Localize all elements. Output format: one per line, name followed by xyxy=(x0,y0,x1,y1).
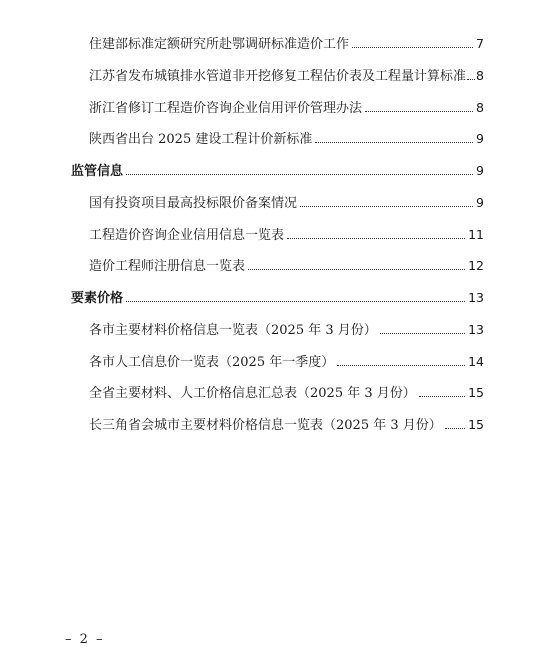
toc-entry-title: 住建部标准定额研究所赴鄂调研标准造价工作 xyxy=(89,37,350,52)
toc-section[interactable] xyxy=(71,289,484,308)
toc-entry-title: 各市人工信息价一览表（2025 年一季度） xyxy=(89,355,335,370)
toc-leader-dots xyxy=(126,289,465,302)
toc-entry-title: 长三角省会城市主要材料价格信息一览表（2025 年 3 月份） xyxy=(89,418,442,433)
toc-entry-page: 15 xyxy=(468,385,484,400)
toc-leader-dots xyxy=(126,162,473,175)
toc-entry-page: 13 xyxy=(468,322,484,337)
toc-entry-page: 15 xyxy=(468,417,484,432)
toc-entry-page: 9 xyxy=(476,131,484,146)
toc-entry[interactable] xyxy=(89,67,484,86)
toc-leader-dots xyxy=(287,226,465,239)
toc-entry[interactable] xyxy=(89,353,484,372)
toc-leader-dots xyxy=(248,257,465,270)
toc-entry-title: 国有投资项目最高投标限价备案情况 xyxy=(89,196,298,211)
toc-entry[interactable] xyxy=(89,416,484,435)
toc-entry-page: 14 xyxy=(468,354,484,369)
toc-section-page: 9 xyxy=(476,163,484,178)
toc-entry[interactable] xyxy=(89,226,484,245)
toc-entry-title: 各市主要材料价格信息一览表（2025 年 3 月份） xyxy=(89,323,377,338)
toc-leader-dots xyxy=(315,130,473,143)
toc-entry-page: 11 xyxy=(468,227,484,242)
toc-entry-title: 工程造价咨询企业信用信息一览表 xyxy=(89,228,285,243)
toc-entry-page: 12 xyxy=(468,258,484,273)
toc-entry-title: 浙江省修订工程造价咨询企业信用评价管理办法 xyxy=(89,101,363,116)
toc-entry[interactable] xyxy=(89,194,484,213)
toc-entry[interactable] xyxy=(89,99,484,118)
toc-entry-title: 造价工程师注册信息一览表 xyxy=(89,259,246,274)
toc-entry[interactable] xyxy=(89,384,484,403)
toc-leader-dots xyxy=(337,353,465,366)
toc-section-title: 监管信息 xyxy=(71,164,124,179)
toc-entry-title: 江苏省发布城镇排水管道非开挖修复工程估价表及工程量计算标准 xyxy=(89,69,467,84)
toc-entry-page: 9 xyxy=(476,195,484,210)
page-number: – 2 – xyxy=(65,632,105,647)
toc-entry[interactable] xyxy=(89,257,484,276)
toc-entry-title: 全省主要材料、人工价格信息汇总表（2025 年 3 月份） xyxy=(89,386,416,401)
toc-section[interactable] xyxy=(71,162,484,181)
toc-entry[interactable] xyxy=(89,35,484,54)
toc-leader-dots xyxy=(365,99,473,112)
toc-leader-dots xyxy=(419,384,465,397)
toc-leader-dots xyxy=(467,67,475,80)
toc-leader-dots xyxy=(352,35,473,48)
toc-section-title: 要素价格 xyxy=(71,291,124,306)
toc-leader-dots xyxy=(445,416,465,429)
toc-entry-page: 8 xyxy=(476,68,484,83)
toc-entry-page: 7 xyxy=(476,36,484,51)
toc-entry[interactable] xyxy=(89,321,484,340)
toc-section-page: 13 xyxy=(468,290,484,305)
toc-leader-dots xyxy=(300,194,473,207)
toc-entry-page: 8 xyxy=(476,100,484,115)
toc-leader-dots xyxy=(380,321,465,334)
toc-entry-title: 陕西省出台 2025 建设工程计价新标准 xyxy=(89,132,313,147)
toc-entry[interactable] xyxy=(89,130,484,149)
